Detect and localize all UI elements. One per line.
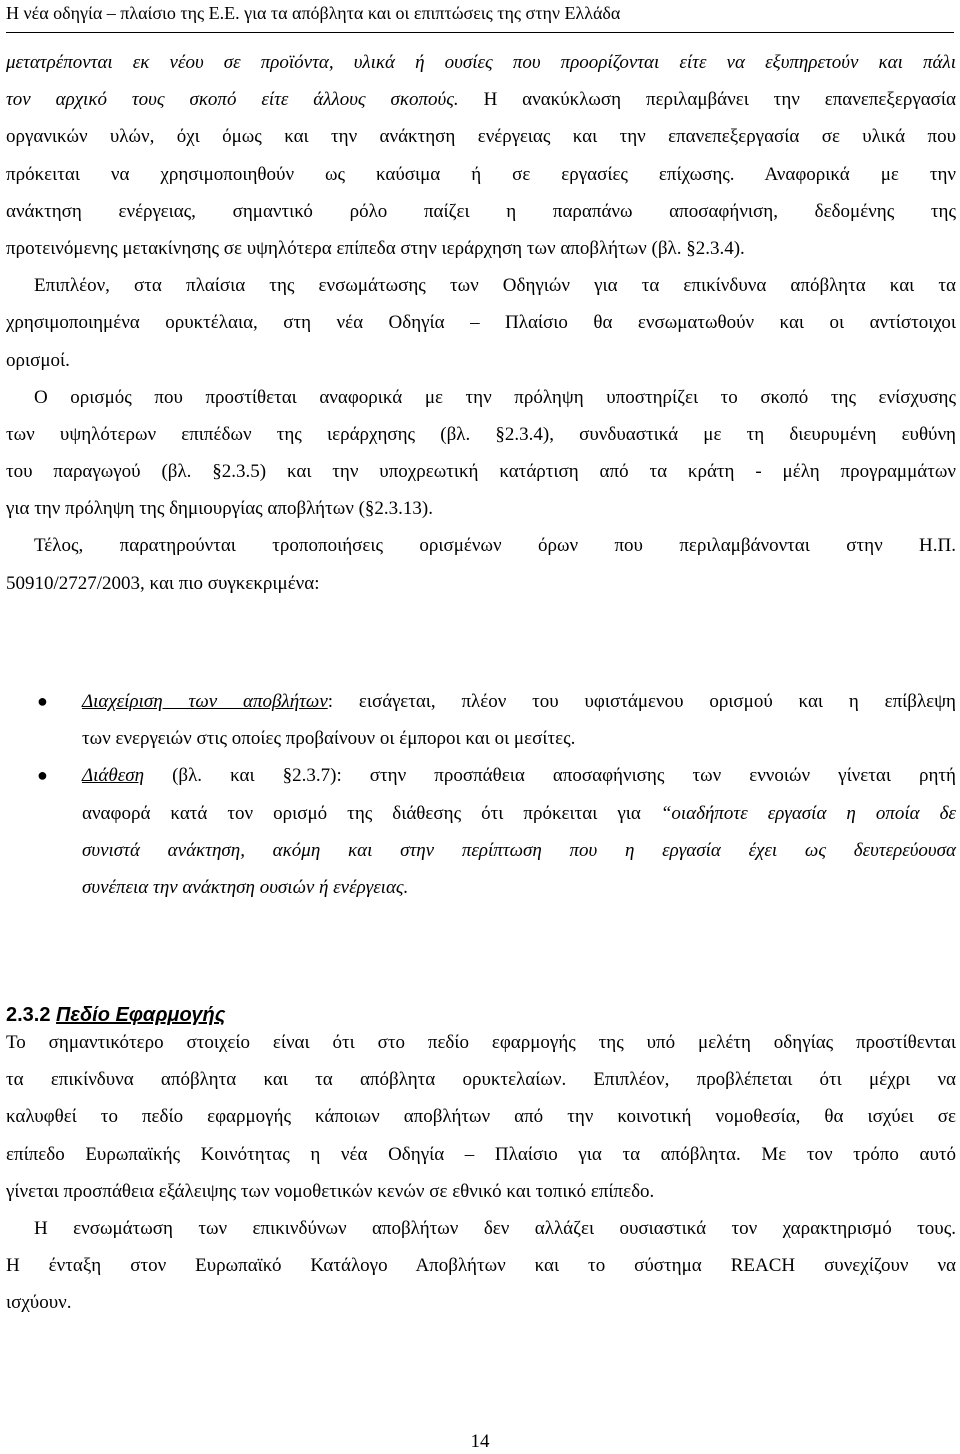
term: Διάθεση (82, 765, 145, 787)
text-line: προτεινόμενης μετακίνησης σε υψηλότερα επίπεδα στην ιεράρχηση των αποβλήτων (βλ. §2.3.4). (6, 237, 745, 259)
text-line: τα επικίνδυνα απόβλητα και τα απόβλητα ορυκτελαίων. Επιπλέον, προβλέπεται ότι μέχρι να (6, 1069, 956, 1091)
text-span: (βλ. και §2.3.7): στην προσπάθεια αποσαφήνισης των εννοιών γίνεται ρητή (144, 765, 956, 787)
running-header: Η νέα οδηγία – πλαίσιο της Ε.Ε. για τα απόβλητα και οι επιπτώσεις της στην Ελλάδα (6, 3, 621, 23)
text-line: ορισμοί. (6, 349, 70, 371)
paragraph-recycling (6, 44, 956, 602)
list-item (6, 683, 956, 757)
text-line (6, 795, 956, 832)
text-line: οργανικών υλών, όχι όμως και την ανάκτηση ενέργειας και την επανεπεξεργασία σε υλικά που (6, 126, 956, 148)
text-span: Η ανακύκλωση περιλαμβάνει την επανεπεξεργασία (458, 89, 956, 111)
section-title: Πεδίο Εφαρμογής (56, 1004, 226, 1026)
text-line: γίνεται προσπάθεια εξάλειψης των νομοθετικών κενών σε εθνικό και τοπικό επίπεδο. (6, 1180, 655, 1202)
text-line: Η ενσωμάτωση των επικινδύνων αποβλήτων δεν αλλάζει ουσιαστικά τον χαρακτηρισμό τους. (34, 1217, 956, 1239)
page-number: 14 (470, 1431, 490, 1452)
text-line: πρόκειται να χρησιμοποιηθούν ως καύσιμα ή σε εργασίες επίχωσης. Αναφορικά με την (6, 163, 956, 185)
text-line: επίπεδο Ευρωπαϊκής Κοινότητας η νέα Οδηγία – Πλαίσιο για τα απόβλητα. Με τον τρόπο αυτό (6, 1143, 956, 1165)
text-span: αναφορά κατά τον ορισμό της διάθεσης ότι πρόκειται για (82, 802, 661, 824)
text-line: των ενεργειών στις οποίες προβαίνουν οι έμποροι και οι μεσίτες. (82, 728, 576, 750)
text-line: Το σημαντικότερο στοιχείο είναι ότι στο πεδίο εφαρμογής της υπό μελέτη οδηγίας προστίθενται (6, 1032, 956, 1053)
text-line: Ο ορισμός που προστίθεται αναφορικά με την πρόληψη υποστηρίζει το σκοπό της ενίσχυσης (34, 386, 956, 408)
text-line: ανάκτηση ενέργειας, σημαντικό ρόλο παίζει η παραπάνω αποσαφήνιση, δεδομένης της (6, 200, 956, 222)
text-line: για την πρόληψη της δημιουργίας αποβλήτων (§2.3.13). (6, 498, 433, 520)
text-line: χρησιμοποιημένα ορυκτέλαια, στη νέα Οδηγία – Πλαίσιο θα ενσωματωθούν και οι αντίστοιχοι (6, 312, 956, 334)
text-line: του παραγωγού (βλ. §2.3.5) και την υποχρεωτική κατάρτιση από τα κράτη - μέλη προγραμμάτων (6, 461, 956, 483)
text-line (6, 683, 956, 720)
bullet-icon: ● (37, 765, 48, 786)
text-line: καλυφθεί το πεδίο εφαρμογής κάποιων αποβλήτων από την κοινοτική νομοθεσία, θα ισχύει σε (6, 1106, 956, 1128)
text-line: Επιπλέον, στα πλαίσια της ενσωμάτωσης των Οδηγιών για τα επικίνδυνα απόβλητα και τα (34, 275, 956, 297)
text-line: συνιστά ανάκτηση, ακόμη και στην περίπτωση που η εργασία έχει ως δευτερεύουσα (82, 839, 956, 861)
list-item (6, 757, 956, 906)
text-line (6, 757, 956, 794)
section-number: 2.3.2 (6, 1004, 57, 1026)
text-span: τον αρχικό τους σκοπό είτε άλλους σκοπούς. (6, 89, 459, 111)
text-line: συνέπεια την ανάκτηση ουσιών ή ενέργειας. (82, 876, 409, 898)
text-line: 50910/2727/2003, και πιο συγκεκριμένα: (6, 572, 320, 594)
text-line: Τέλος, παρατηρούνται τροποποιήσεις ορισμένων όρων που περιλαμβάνονται στην Η.Π. (34, 535, 956, 557)
text-span: “οιαδήποτε εργασία η οποία δε (660, 802, 956, 824)
definitions-list (6, 683, 956, 906)
text-line: των υψηλότερων επιπέδων της ιεράρχησης (βλ. §2.3.4), συνδυαστικά με τη διευρυμένη ευθύνη (6, 423, 956, 445)
header-divider (6, 32, 954, 33)
bullet-icon: ● (37, 691, 48, 711)
text-line: μετατρέπονται εκ νέου σε προϊόντα, υλικά ή ουσίες που προορίζονται είτε να εξυπηρετούν και πάλι (6, 52, 956, 73)
text-line: Η ένταξη στον Ευρωπαϊκό Κατάλογο Αποβλήτων και το σύστημα REACH συνεχίζουν να (6, 1255, 956, 1277)
paragraph-scope (6, 1024, 956, 1322)
term: Διαχείριση των αποβλήτων (82, 691, 328, 712)
text-line: ισχύουν. (6, 1292, 72, 1314)
text-line (6, 81, 956, 118)
text-span: : εισάγεται, πλέον του υφιστάμενου ορισμού και η επίβλεψη (327, 691, 956, 712)
